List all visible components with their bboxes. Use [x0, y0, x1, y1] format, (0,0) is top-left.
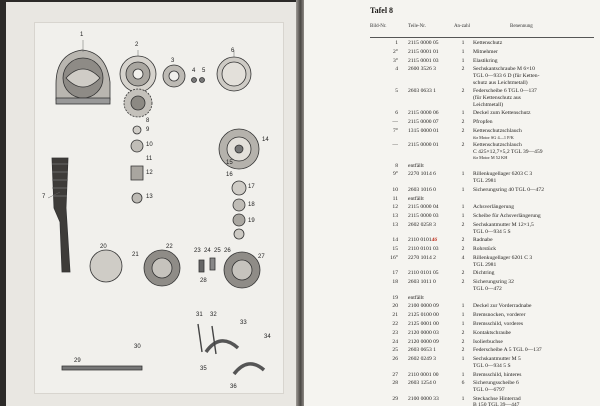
- row-bild-nr: 22: [392, 321, 398, 327]
- row-bild-nr: 16°: [390, 255, 398, 261]
- row-anzahl: 2: [461, 128, 465, 134]
- label-17: 17: [248, 184, 255, 190]
- row-teile-nr: 2270 1014 6: [408, 171, 436, 178]
- row-benennung: Kettenschutz: [473, 40, 503, 46]
- row-benennung: Isolierbuchse: [473, 338, 503, 345]
- row-anzahl: 1: [461, 110, 465, 117]
- row-teile-nr: 2603 0633 1: [408, 88, 436, 95]
- row-teile-nr: 2602 0249 3: [408, 356, 436, 363]
- row-bild-nr: 11: [392, 195, 398, 202]
- label-8: 8: [146, 118, 150, 124]
- label-19: 19: [248, 218, 255, 224]
- label-1: 1: [80, 32, 84, 38]
- label-23: 23: [194, 248, 201, 254]
- row-bild-nr: 19: [392, 294, 398, 301]
- row-benennung: TGL 2981: [473, 177, 497, 184]
- row-bild-nr: 7°: [392, 128, 398, 134]
- row-benennung: Rohrstück: [473, 246, 496, 253]
- row-anzahl: 2: [461, 347, 465, 354]
- row-anzahl: 2: [461, 329, 465, 336]
- row-bild-nr: 10: [392, 186, 398, 193]
- row-bild-nr: 1: [395, 40, 398, 46]
- label-11: 11: [146, 156, 153, 162]
- row-bild-nr: 12: [392, 204, 398, 211]
- row-bild-nr: —: [392, 142, 398, 148]
- row-bild-nr: 6: [395, 110, 398, 117]
- handwritten-mark: 46: [431, 237, 438, 244]
- row-benennung: Rillenkugellager 6203 C 3: [473, 171, 533, 178]
- row-benennung: schutz aus Leichtmetall): [473, 79, 528, 86]
- row-benennung: Sechskantschraube M 6×10: [473, 66, 535, 73]
- row-note: für Motor SG 4—1 P/K: [473, 134, 514, 140]
- row-benennung: Dichtring: [473, 270, 495, 277]
- row-teile-nr: 2110 010146: [408, 237, 438, 244]
- row-teile-nr: entfällt: [408, 294, 424, 301]
- row-benennung: TGL 0—934 5 S: [473, 228, 511, 235]
- row-benennung: Federscheibe A 5 TGL 0—137: [473, 347, 542, 354]
- row-teile-nr: 2270 1014 2: [408, 255, 436, 261]
- header-teile-nr: Teile-Nr.: [408, 24, 426, 29]
- row-anzahl: 2: [461, 119, 465, 126]
- row-teile-nr: entfällt: [408, 162, 424, 169]
- label-15: 15: [226, 160, 233, 166]
- right-page: [304, 0, 600, 406]
- part-sprocket: [120, 56, 156, 117]
- label-27: 27: [258, 254, 265, 260]
- row-benennung: TGL 0—933 6 D (für Ketten-: [473, 72, 540, 79]
- row-anzahl: 1: [461, 371, 465, 378]
- row-benennung: Bremsnocken, vorderer: [473, 312, 526, 319]
- row-anzahl: 1: [461, 213, 465, 220]
- row-teile-nr: 2115 0000 04: [408, 204, 439, 211]
- row-bild-nr: 18: [392, 279, 398, 286]
- label-5: 5: [202, 68, 206, 74]
- header-anzahl: An-zahl: [453, 24, 471, 29]
- row-anzahl: 1: [461, 395, 465, 402]
- label-31: 31: [196, 312, 203, 318]
- label-3: 3: [171, 58, 175, 64]
- label-20: 20: [100, 244, 107, 250]
- row-teile-nr: 2120 0000 09: [408, 338, 439, 345]
- label-26: 26: [224, 248, 231, 254]
- row-bild-nr: 23: [392, 329, 398, 336]
- row-teile-nr: 2100 0000 33: [408, 395, 439, 402]
- row-bild-nr: 24: [392, 338, 398, 345]
- book-gutter: [296, 0, 304, 406]
- row-bild-nr: 26: [392, 356, 398, 363]
- row-teile-nr: entfällt: [408, 195, 424, 202]
- row-anzahl: 2: [461, 270, 465, 277]
- row-benennung: Pfropfen: [473, 119, 493, 126]
- row-anzahl: 1: [461, 186, 465, 193]
- row-bild-nr: 17: [392, 270, 398, 277]
- row-benennung: B 150 TGL 39—447: [473, 402, 520, 406]
- label-2: 2: [135, 42, 139, 48]
- label-14: 14: [262, 137, 269, 143]
- table-title: Tafel 8: [370, 6, 394, 15]
- row-bild-nr: 3°: [392, 57, 398, 64]
- row-benennung: Rillenkugellager 6201 C 3: [473, 255, 533, 261]
- row-benennung: Sicherungsring 32: [473, 279, 514, 286]
- row-anzahl: 2: [461, 246, 465, 253]
- row-benennung: TGL 2981: [473, 261, 497, 268]
- label-13: 13: [146, 194, 153, 200]
- header-bild-nr: Bild-Nr.: [370, 24, 387, 29]
- row-benennung: Sechskantmutter M 12×1,5: [473, 222, 534, 228]
- row-benennung: Deckel zum Kettenschutz: [473, 110, 531, 117]
- row-bild-nr: 20: [392, 303, 398, 310]
- row-teile-nr: 2115 0000 01: [408, 142, 439, 148]
- row-teile-nr: 2110 0101 05: [408, 270, 439, 277]
- row-benennung: Steckachse Hinterrad: [473, 395, 521, 402]
- row-anzahl: 6: [461, 380, 465, 387]
- row-benennung: Sechskantmutter M 5: [473, 356, 521, 363]
- row-anzahl: 2: [461, 237, 465, 244]
- label-4: 4: [192, 68, 196, 74]
- label-6: 6: [231, 48, 235, 54]
- label-18: 18: [248, 202, 255, 208]
- row-anzahl: 1: [461, 204, 465, 211]
- row-benennung: Mitnehmer: [473, 48, 498, 55]
- row-benennung: C 425×12,7×5,2 TGL 39—459: [473, 148, 543, 155]
- part-chain-hose: [52, 158, 70, 272]
- row-anzahl: 2: [461, 66, 465, 73]
- part-chain-guard: [56, 50, 110, 104]
- row-benennung: Sicherungsring 40 TGL 0—472: [473, 186, 545, 193]
- row-bild-nr: 14: [392, 237, 398, 244]
- row-teile-nr: 2125 0100 00: [408, 312, 439, 319]
- label-35: 35: [200, 366, 207, 372]
- label-32: 32: [210, 312, 217, 318]
- row-benennung: Achsverlängerung: [473, 204, 515, 211]
- row-teile-nr: 2603 1254 0: [408, 380, 436, 387]
- row-bild-nr: 4: [395, 66, 398, 73]
- label-16: 16: [226, 172, 233, 178]
- row-anzahl: 1: [461, 48, 465, 55]
- row-note: für Motor M 52 KH: [473, 155, 508, 161]
- row-anzahl: 2: [461, 222, 465, 228]
- row-teile-nr: 2115 0000 05: [408, 40, 439, 46]
- row-anzahl: 4: [461, 255, 465, 261]
- row-bild-nr: 13: [392, 213, 398, 220]
- row-teile-nr: 2602 0258 3: [408, 222, 436, 228]
- row-anzahl: 1: [461, 312, 465, 319]
- label-10: 10: [146, 142, 153, 148]
- row-teile-nr: 2115 0000 07: [408, 119, 439, 126]
- parts-list: [304, 40, 600, 406]
- label-34: 34: [264, 334, 271, 340]
- row-bild-nr: 29: [392, 395, 398, 402]
- label-28: 28: [200, 278, 207, 284]
- row-teile-nr: 2603 1016 0: [408, 186, 436, 193]
- row-teile-nr: 2115 0000 06: [408, 110, 439, 117]
- row-anzahl: 1: [461, 57, 465, 64]
- label-29: 29: [74, 358, 81, 364]
- row-teile-nr: 2603 0653 1: [408, 347, 436, 354]
- row-anzahl: 2: [461, 142, 465, 148]
- row-anzahl: 1: [461, 40, 465, 46]
- label-30: 30: [134, 344, 141, 350]
- row-bild-nr: 13: [392, 222, 398, 228]
- row-bild-nr: 28: [392, 380, 398, 387]
- row-anzahl: 2: [461, 279, 465, 286]
- row-benennung: Sicherungsscheibe 6: [473, 380, 519, 387]
- row-benennung: Federscheibe 6 TGL 0—137: [473, 88, 537, 95]
- row-bild-nr: 5: [395, 88, 398, 95]
- row-benennung: TGL 0—934 5 S: [473, 362, 511, 369]
- label-22: 22: [166, 244, 173, 250]
- row-teile-nr: 1315 0000 01: [408, 128, 439, 134]
- row-bild-nr: 15: [392, 246, 398, 253]
- row-teile-nr: 2125 0001 00: [408, 321, 439, 327]
- row-teile-nr: 2600 3526 3: [408, 66, 436, 73]
- label-9: 9: [146, 127, 150, 133]
- label-33: 33: [240, 320, 247, 326]
- row-benennung: TGL 0—6797: [473, 386, 505, 393]
- row-teile-nr: 2115 0001 01: [408, 48, 439, 55]
- exploded-parts-drawing: [34, 22, 284, 394]
- row-benennung: (für Kettenschutz aus: [473, 94, 521, 101]
- row-teile-nr: 2120 0000 03: [408, 329, 439, 336]
- left-page: [6, 2, 296, 406]
- row-teile-nr: 2110 0001 00: [408, 371, 439, 378]
- row-teile-nr: 2603 1011 0: [408, 279, 436, 286]
- row-teile-nr: 2115 0000 03: [408, 213, 439, 220]
- row-benennung: Kettenschutzschlauch: [473, 128, 522, 134]
- label-25: 25: [214, 248, 221, 254]
- row-benennung: Bremsschild, hinteres: [473, 371, 522, 378]
- row-anzahl: 1: [461, 303, 465, 310]
- row-bild-nr: 8: [395, 162, 398, 169]
- row-teile-nr: 2110 0101 03: [408, 246, 439, 253]
- row-anzahl: 1: [461, 321, 465, 327]
- row-bild-nr: 2°: [392, 48, 398, 55]
- label-12: 12: [146, 170, 153, 176]
- row-benennung: Kontaktschraube: [473, 329, 511, 336]
- label-21: 21: [132, 252, 139, 258]
- header-rule: [370, 37, 594, 38]
- row-benennung: Elastikring: [473, 57, 498, 64]
- row-benennung: Scheibe für Achsverlängerung: [473, 213, 541, 220]
- row-benennung: Deckel zur Vorderradnabe: [473, 303, 532, 310]
- row-benennung: TGL 0—472: [473, 285, 502, 292]
- row-anzahl: 2: [461, 338, 465, 345]
- row-bild-nr: 21: [392, 312, 398, 319]
- row-benennung: Radnabe: [473, 237, 493, 244]
- label-36: 36: [230, 384, 237, 390]
- row-anzahl: 1: [461, 356, 465, 363]
- row-benennung: Leichtmetall): [473, 101, 504, 108]
- row-teile-nr: 2115 0001 03: [408, 57, 439, 64]
- row-bild-nr: 25: [392, 347, 398, 354]
- row-bild-nr: —: [392, 119, 398, 126]
- row-bild-nr: 27: [392, 371, 398, 378]
- row-bild-nr: 9°: [392, 171, 398, 178]
- header-benennung: Benennung: [510, 24, 533, 29]
- parts-illustration: [34, 22, 284, 394]
- row-anzahl: 1: [461, 171, 465, 178]
- label-24: 24: [204, 248, 211, 254]
- row-anzahl: 2: [461, 88, 465, 95]
- row-benennung: Bremsschild, vorderes: [473, 321, 524, 327]
- row-teile-nr: 2100 0000 09: [408, 303, 439, 310]
- row-benennung: Kettenschutzschlauch: [473, 142, 522, 148]
- label-7: 7: [42, 194, 46, 200]
